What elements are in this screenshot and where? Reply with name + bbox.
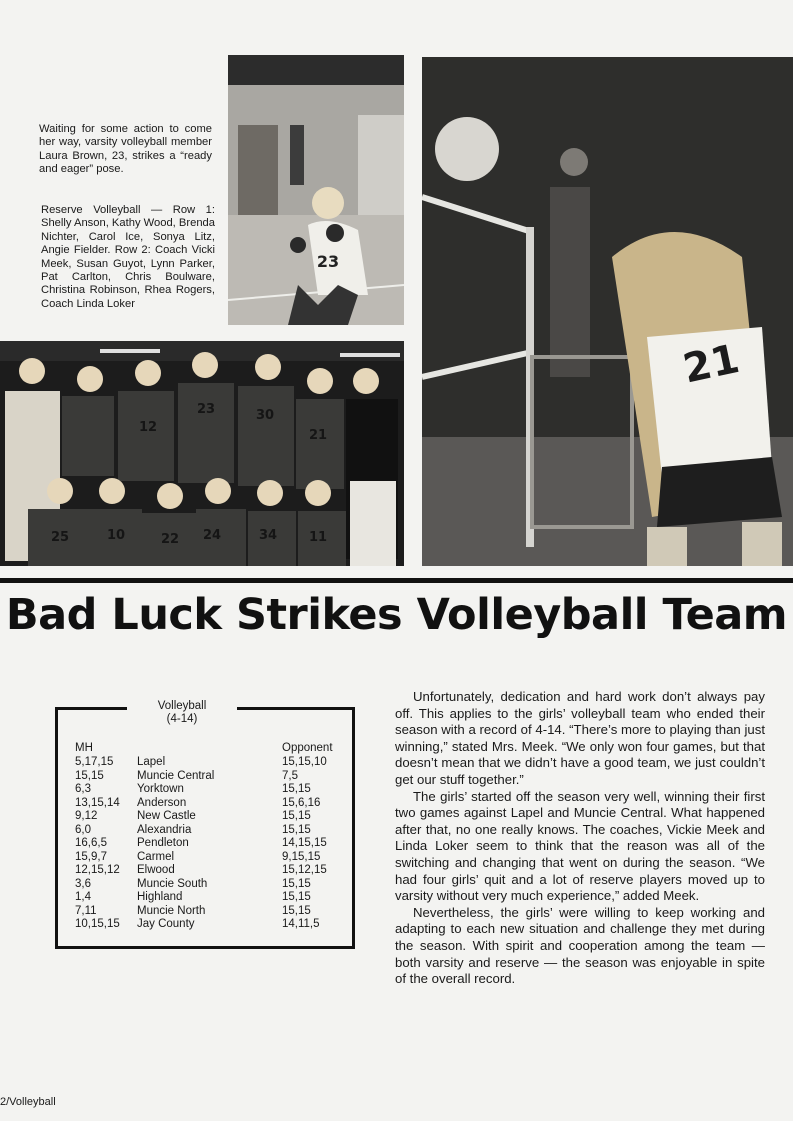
score-opponent: 14,11,5 [282, 918, 320, 930]
scoreboard-rows [75, 756, 347, 932]
scoreboard-row [75, 918, 347, 932]
scoreboard-row [75, 770, 347, 784]
scoreboard-row [75, 891, 347, 905]
scoreboard-row [75, 756, 347, 770]
opponent-name: Carmel [137, 850, 175, 863]
jersey-number: 34 [258, 528, 278, 543]
jersey-number: 23 [316, 252, 340, 271]
opponent-name: Lapel [137, 756, 166, 768]
scoreboard-row [75, 783, 347, 797]
article-body [395, 689, 765, 988]
opponent-name: Muncie North [137, 904, 206, 917]
score-opponent: 15,15 [282, 891, 311, 903]
scoreboard-row [75, 851, 347, 865]
score-mh: 5,17,15 [75, 756, 114, 768]
jersey-number: 21 [679, 335, 744, 393]
jersey-number: 25 [50, 530, 70, 545]
scoreboard-row [75, 905, 347, 919]
jersey-number: 24 [202, 528, 222, 543]
jersey-number: 23 [196, 402, 216, 417]
page-footer: 2/Volleyball [0, 1096, 56, 1108]
jersey-number: 12 [138, 420, 158, 435]
score-opponent: 15,15 [282, 810, 311, 822]
scoreboard-title-block [127, 700, 237, 726]
photo-laura-brown [228, 55, 404, 325]
opponent-name: Muncie South [137, 877, 208, 890]
scoreboard-row [75, 837, 347, 851]
opponent-name: Yorktown [137, 783, 184, 795]
photo-action-spike [422, 57, 793, 566]
score-mh: 9,12 [75, 810, 98, 822]
scoreboard-title: Volleyball [157, 700, 207, 712]
section-divider [0, 578, 793, 583]
score-opponent: 7,5 [282, 769, 298, 782]
jersey-number: 30 [255, 408, 275, 423]
score-mh: 15,15 [75, 769, 104, 782]
score-opponent: 15,15 [282, 823, 311, 836]
opponent-name: Muncie Central [137, 769, 215, 782]
score-opponent: 15,12,15 [282, 864, 327, 876]
scoreboard-col-opponent: Opponent [282, 742, 333, 754]
opponent-name: New Castle [137, 810, 196, 822]
article-paragraph: Unfortunately, dedication and hard work don’t always pay off. This applies to the girls’ volleyball team who ended their season with a record of 4-14. “There’s more to playing than just winning,” stated Mrs. Meek. “We only won four games, but that doesn’t mean that we didn’t have a good team, we just couldn’t get our stuff together.” [395, 689, 765, 787]
score-opponent: 15,15,10 [282, 756, 327, 768]
jersey-number: 11 [308, 530, 328, 545]
photo-caption-laura-brown: Waiting for some action to come her way, varsity volleyball member Laura Brown, 23, strikes a “ready and eager” pose. [39, 123, 212, 176]
article-paragraph: The girls’ started off the season very well, winning their first two games against Lapel and Muncie Central. What happened after that, no one really knows. The coaches, Vickie Meek and Linda Loker seem to think that the reason was all of the switching and changing that went on during the season. “We had four girls’ quit and a lot of reserve players moved up to varsity without very much experience,” added Meek. [395, 788, 765, 904]
opponent-name: Jay County [137, 918, 195, 930]
photo-reserve-team [0, 341, 404, 566]
jersey-number: 22 [160, 532, 180, 547]
article-paragraph: Nevertheless, the girls’ were willing to keep working and adapting to each new situation and challenge they met during the season. With spirit and cooperation among the team — both varsity and reserve — the season was enjoyable in spite of the overall record. [395, 904, 765, 987]
score-mh: 6,0 [75, 823, 91, 836]
score-mh: 6,3 [75, 783, 91, 795]
score-opponent: 15,6,16 [282, 796, 321, 809]
score-mh: 10,15,15 [75, 918, 120, 930]
scoreboard-row [75, 810, 347, 824]
score-opponent: 14,15,15 [282, 837, 327, 849]
photo-caption-reserve-team: Reserve Volleyball — Row 1: Shelly Anson, Kathy Wood, Brenda Nichter, Carol Ice, Sonya Litz, Angie Fielder. Row 2: Coach Vicki Meek, Susan Guyot, Lynn Parker, Pat Carlton, Chris Boulware, Christina Robinson, Rhea Rogers, Coach Linda Loker [41, 204, 215, 310]
scoreboard-row [75, 864, 347, 878]
score-mh: 15,9,7 [75, 850, 107, 863]
jersey-number: 21 [308, 428, 328, 443]
headline: Bad Luck Strikes Volleyball Team [5, 590, 788, 640]
opponent-name: Alexandria [137, 823, 192, 836]
opponent-name: Anderson [137, 796, 187, 809]
score-mh: 16,6,5 [75, 837, 107, 849]
scoreboard-col-mh: MH [75, 742, 93, 754]
score-mh: 12,15,12 [75, 864, 120, 876]
score-mh: 7,11 [75, 904, 97, 917]
score-mh: 3,6 [75, 877, 91, 890]
opponent-name: Highland [137, 891, 183, 903]
score-mh: 1,4 [75, 891, 91, 903]
scoreboard-record: (4-14) [166, 713, 198, 725]
opponent-name: Pendleton [137, 837, 189, 849]
score-opponent: 15,15 [282, 877, 311, 890]
opponent-name: Elwood [137, 864, 175, 876]
score-mh: 13,15,14 [75, 796, 120, 809]
score-opponent: 15,15 [282, 904, 311, 917]
scoreboard-row [75, 824, 347, 838]
score-opponent: 9,15,15 [282, 850, 321, 863]
scoreboard-row [75, 797, 347, 811]
score-opponent: 15,15 [282, 783, 311, 795]
jersey-number: 10 [106, 528, 126, 543]
scoreboard-row [75, 878, 347, 892]
